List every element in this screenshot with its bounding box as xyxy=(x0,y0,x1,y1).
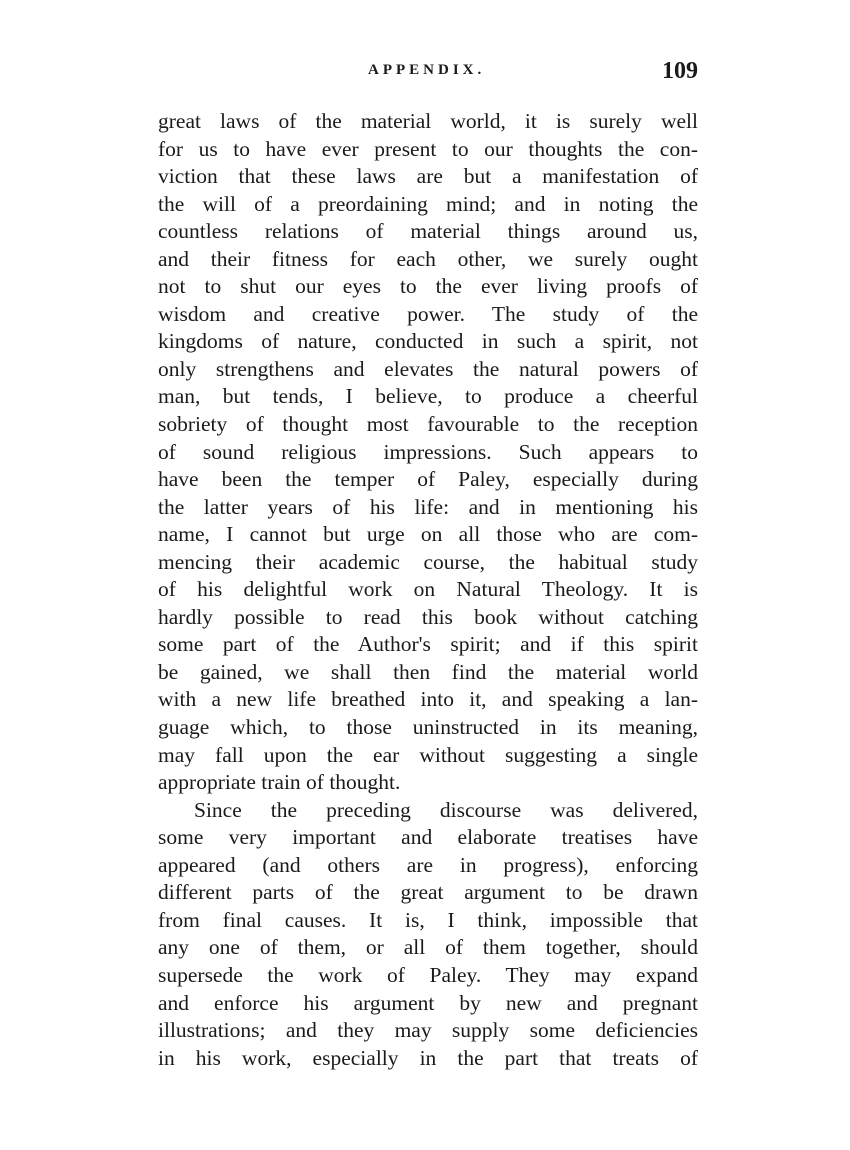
text-line: and enforce his argument by new and pregnant xyxy=(158,990,698,1015)
running-title: APPENDIX. xyxy=(368,62,486,78)
text-line: supersede the work of Paley. They may expand xyxy=(158,962,698,987)
text-line: in his work, especially in the part that treats of xyxy=(158,1045,698,1070)
text-line: different parts of the great argument to be drawn xyxy=(158,880,698,905)
text-line: hardly possible to read this book without catching xyxy=(158,604,698,629)
text-line: mencing their academic course, the habitual study xyxy=(158,549,698,574)
text-line: kingdoms of nature, conducted in such a spirit, not xyxy=(158,329,698,354)
text-line: countless relations of material things around us, xyxy=(158,219,698,244)
text-line: from final causes. It is, I think, impossible that xyxy=(158,907,698,932)
text-line: be gained, we shall then find the material world xyxy=(158,659,698,684)
text-line: great laws of the material world, it is surely well xyxy=(158,109,698,133)
text-line: of sound religious impressions. Such appears to xyxy=(158,439,698,464)
text-line: not to shut our eyes to the ever living proofs of xyxy=(158,274,698,299)
paragraph-start-line: Since the preceding discourse was delivered, xyxy=(194,797,698,822)
text-line: illustrations; and they may supply some deficiencies xyxy=(158,1018,698,1043)
running-head xyxy=(158,58,698,88)
text-line: name, I cannot but urge on all those who are com- xyxy=(158,522,698,547)
text-line: wisdom and creative power. The study of the xyxy=(158,301,698,326)
text-line: for us to have ever present to our thoughts the con- xyxy=(158,136,698,161)
text-line: the latter years of his life: and in mentioning his xyxy=(158,494,698,519)
text-line: guage which, to those uninstructed in its meaning, xyxy=(158,715,698,740)
text-line: only strengthens and elevates the natural powers of xyxy=(158,356,698,381)
text-line: man, but tends, I believe, to produce a cheerful xyxy=(158,384,698,409)
page-number: 109 xyxy=(662,58,698,84)
text-line: have been the temper of Paley, especially during xyxy=(158,467,698,492)
text-line: of his delightful work on Natural Theology. It is xyxy=(158,577,698,602)
paragraph-end-line: appropriate train of thought. xyxy=(158,770,401,795)
text-line: may fall upon the ear without suggesting a single xyxy=(158,742,698,767)
text-line: some very important and elaborate treatises have xyxy=(158,825,698,850)
text-line: any one of them, or all of them together, should xyxy=(158,935,698,960)
text-line: sobriety of thought most favourable to the reception xyxy=(158,412,698,437)
text-line: with a new life breathed into it, and speaking a lan- xyxy=(158,687,698,712)
body-text xyxy=(158,108,698,1072)
text-line: viction that these laws are but a manifestation of xyxy=(158,164,698,189)
text-line: the will of a preordaining mind; and in noting the xyxy=(158,191,698,216)
text-line: and their fitness for each other, we surely ought xyxy=(158,246,698,271)
text-line: appeared (and others are in progress), enforcing xyxy=(158,852,698,877)
text-line: some part of the Author's spirit; and if this spirit xyxy=(158,632,698,657)
